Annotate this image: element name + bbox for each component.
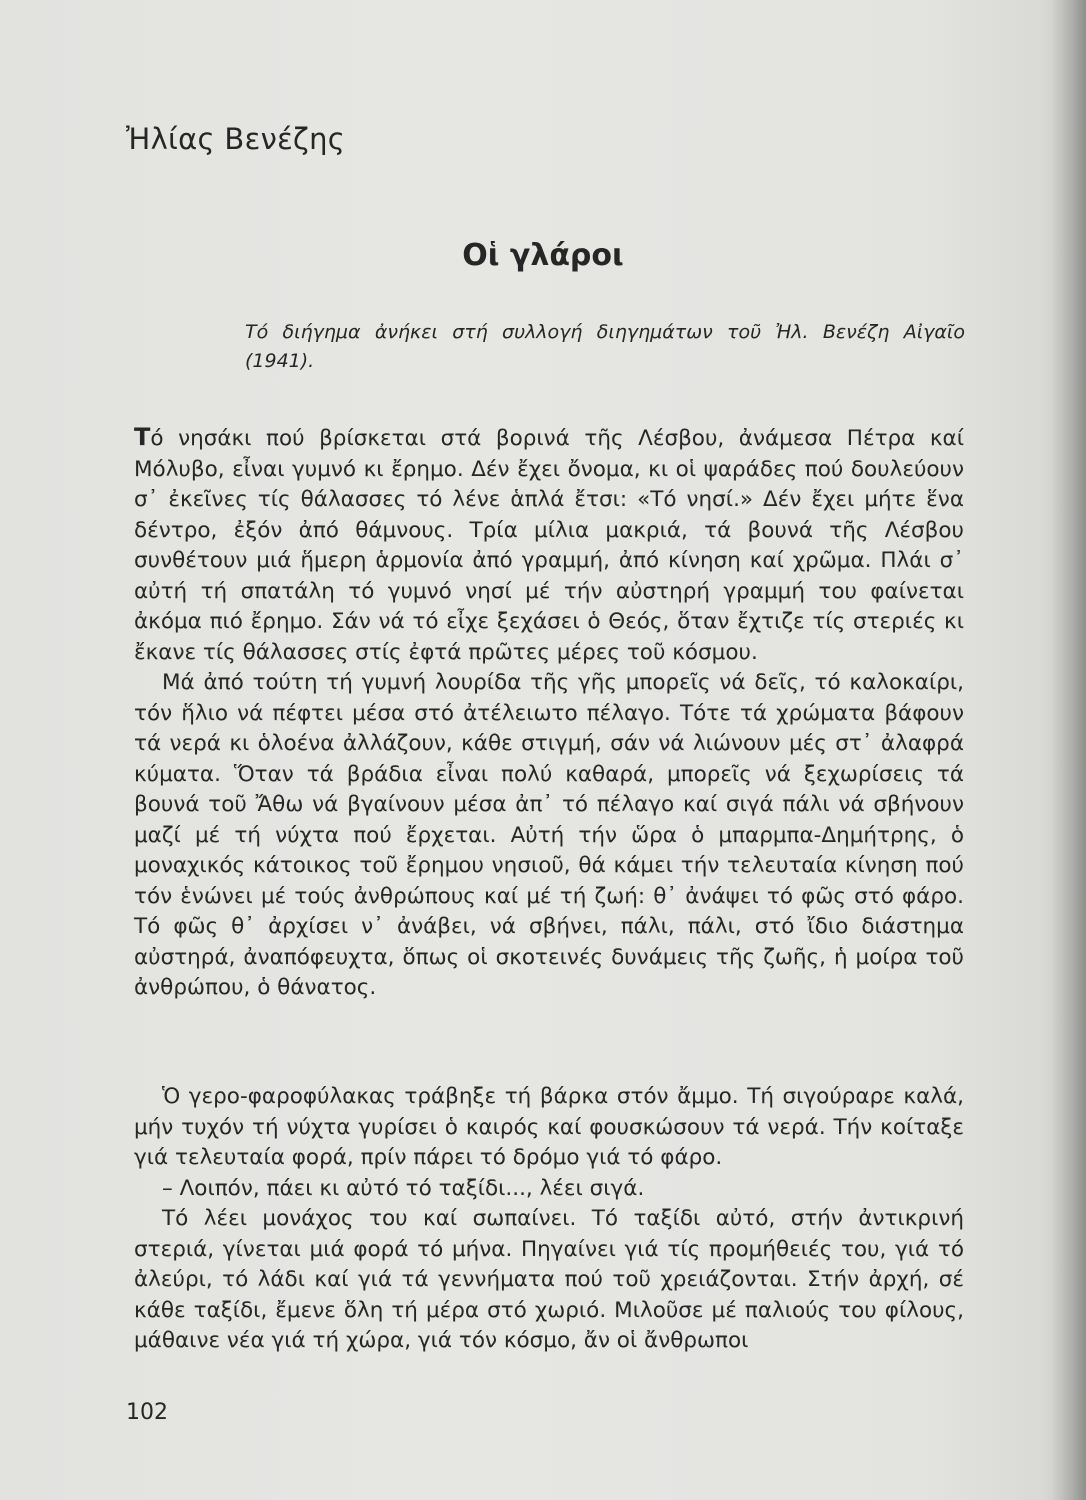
author-name: Ἠλίας Βενέζης	[126, 122, 346, 156]
paragraph: – Λοιπόν, πάει κι αὐτό τό ταξίδι..., λέει σιγά.	[162, 1175, 645, 1201]
paragraph: Τό λέει μονάχος του καί σωπαίνει. Τό ταξίδι αὐτό, στήν ἀντικρινή στεριά, γίνεται μιά φορά τό μήνα. Πηγαίνει γιά τίς προμήθειές του, γιά τό ἀλεύρι, τό λάδι καί γιά τά γεννήματα πού τοῦ χρειάζονται. Στήν ἀρχή, σέ κάθε ταξίδι, ἔμενε ὅλη τή μέρα στό χωριό. Μιλοῦσε μέ παλιούς του φίλους, μάθαινε νέα γιά τή χώρα, γιά τόν κόσμο, ἄν οἱ ἄνθρωποι	[134, 1206, 964, 1353]
story-note: Τό διήγημα ἀνήκει στή συλλογή διηγημάτων τοῦ Ἠλ. Βενέζη Αἰγαῖο (1941).	[245, 321, 965, 372]
paragraph-text: ό νησάκι πού βρίσκεται στά βορινά τῆς Λέσβου, ἀνάμεσα Πέτρα καί Μόλυβο, εἶναι γυμνό κι ἔρημο. Δέν ἔχει ὄνομα, κι οἱ ψαράδες πού δουλεύουν σ᾽ ἐκεῖνες τίς θάλασσες τό λένε ἁπλά ἔτσι: «Τό νησί.» Δέν ἔχει μήτε ἕνα δέντρο, ἐξόν ἀπό θάμνους. Τρία μίλια μακριά, τά βουνά τῆς Λέσβου συνθέτουν μιά ἥμερη ἁρμονία ἀπό γραμμή, ἀπό κίνηση καί χρῶμα. Πλάι σ᾽ αὐτή τή σπατάλη τό γυμνό νησί μέ τήν αὐστηρή γραμμή του φαίνεται ἀκόμα πιό ἔρημο. Σάν νά τό εἶχε ξεχάσει ὁ Θεός, ὅταν ἔχτιζε τίς στεριές κι ἔκανε τίς θάλασσες στίς ἐφτά πρῶτες μέρες τοῦ κόσμου.	[134, 426, 964, 665]
story-title: Οἱ γλάροι	[462, 238, 624, 273]
drop-cap: Τ	[134, 423, 151, 451]
paragraph: Ὁ γερο-φαροφύλακας τράβηξε τή βάρκα στόν ἄμμο. Τή σιγούραρε καλά, μήν τυχόν τή νύχτα γυρίσει ὁ καιρός καί φουσκώσουν τά νερά. Τήν κοίταξε γιά τελευταία φορά, πρίν πάρει τό δρόμο γιά τό φάρο.	[134, 1084, 964, 1170]
paragraph	[134, 422, 964, 668]
page-edge-shadow	[1052, 0, 1086, 1500]
paragraph: Μά ἀπό τούτη τή γυμνή λουρίδα τῆς γῆς μπορεῖς νά δεῖς, τό καλοκαίρι, τόν ἥλιο νά πέφτει μέσα στό ἀτέλειωτο πέλαγο. Τότε τά χρώματα βάφουν τά νερά κι ὁλοένα ἀλλάζουν, κάθε στιγμή, σάν νά λιώνουν μές στ᾽ ἀλαφρά κύματα. Ὅταν τά βράδια εἶναι πολύ καθαρά, μπορεῖς νά ξεχωρίσεις τά βουνά τοῦ Ἄθω νά βγαίνουν μέσα ἀπ᾽ τό πέλαγο καί σιγά πάλι νά σβήνουν μαζί μέ τή νύχτα πού ἔρχεται. Αὐτή τήν ὥρα ὁ μπαρμπα-Δημήτρης, ὁ μοναχικός κάτοικος τοῦ ἔρημου νησιοῦ, θά κάμει τήν τελευταία κίνηση πού τόν ἑνώνει μέ τούς ἀνθρώπους καί μέ τή ζωή: θ᾽ ἀνάψει τό φῶς στό φάρο. Τό φῶς θ᾽ ἀρχίσει ν᾽ ἀνάβει, νά σβήνει, πάλι, πάλι, στό ἴδιο διάστημα αὐστηρά, ἀναπόφευχτα, ὅπως οἱ σκοτεινές δυνάμεις τῆς ζωῆς, ἡ μοίρα τοῦ ἀνθρώπου, ὁ θάνατος.	[134, 670, 964, 1000]
story-section-2	[134, 1082, 964, 1357]
story-section-1	[134, 422, 964, 1004]
page-number: 102	[126, 1400, 168, 1425]
